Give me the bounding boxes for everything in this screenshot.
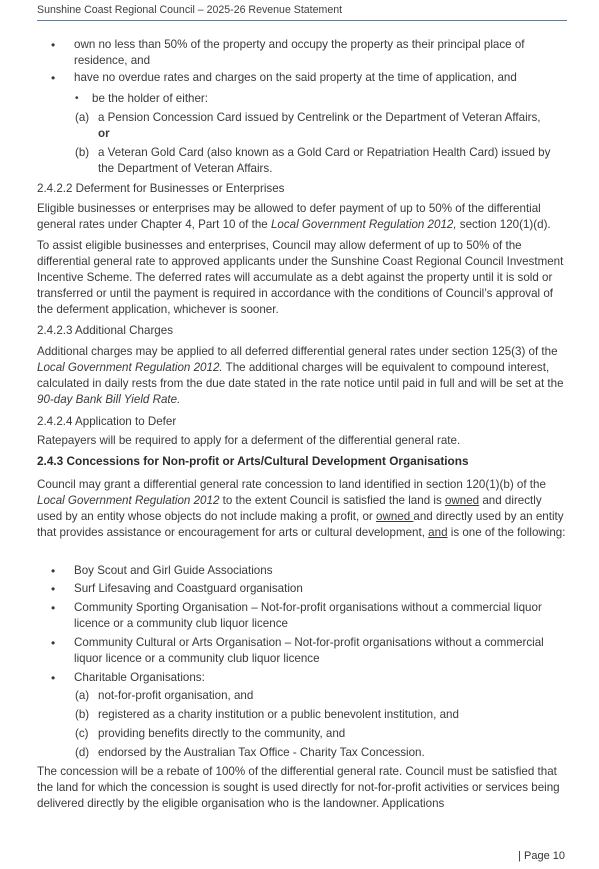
- list-item: • Community Cultural or Arts Organisation – Not-for-profit organisations without a commercial liquor licence or a community club liquor licence: [51, 636, 544, 665]
- paragraph: Ratepayers will be required to apply for a deferment of the differential general rate.: [37, 434, 461, 447]
- paragraph: Eligible businesses or enterprises may be allowed to defer payment of up to 50% of the differential general rates under Chapter 4, Part 10 of the Local Government Regulation 2012, section 120(1)(d).: [37, 202, 551, 231]
- list-item: • be the holder of either:: [75, 92, 209, 105]
- paragraph: The concession will be a rebate of 100% of the differential general rate. Council must be satisfied that the land for which the concession is sought is used directly for not-for-profit activities or services being delivered directly by the eligible organisation who is the landowner. Applications: [37, 765, 560, 810]
- paragraph: Council may grant a differential general rate concession to land identified in section 120(1)(b) of the Local Government Regulation 2012 to the extent Council is satisfied the land is owned and directly used by an entity whose objects do not include making a profit, or owned and directly used by an entity that provides assistance or encouragement for arts or cultural development, and is one of the following:: [37, 478, 566, 539]
- list-item: • Boy Scout and Girl Guide Associations: [51, 564, 273, 578]
- page-content: [37, 37, 567, 818]
- list-item: (d) endorsed by the Australian Tax Office - Charity Tax Concession.: [75, 746, 425, 759]
- list-item: • own no less than 50% of the property and occupy the property as their principal place of residence, and: [51, 38, 525, 67]
- section-heading: 2.4.3 Concessions for Non-profit or Arts/Cultural Development Organisations: [37, 454, 469, 468]
- bullet-icon: •: [51, 38, 56, 52]
- bullet-icon: •: [51, 582, 56, 596]
- paragraph: To assist eligible businesses and enterprises, Council may allow deferment of up to 50% of the differential general rate to approved applicants under the Sunshine Coast Regional Council Investment Incentive Scheme. The deferred rates will accumulate as a debt against the property until it is sold or transferred or until the payment is required in accordance with the conditions of Council’s approval of the deferment application, whichever is sooner.: [37, 239, 564, 316]
- list-item: • Community Sporting Organisation – Not-for-profit organisations without a commercial liquor licence or a community club liquor licence: [51, 601, 542, 630]
- section-heading: 2.4.2.4 Application to Defer: [37, 415, 177, 428]
- list-item: (a) a Pension Concession Card issued by Centrelink or the Department of Veteran Affairs, or: [75, 111, 541, 140]
- list-item: (b) a Veteran Gold Card (also known as a Gold Card or Repatriation Health Card) issued by the Department of Veteran Affairs.: [75, 146, 551, 175]
- bullet-icon: •: [51, 564, 56, 578]
- list-item: • Surf Lifesaving and Coastguard organisation: [51, 582, 303, 596]
- list-item: • have no overdue rates and charges on the said property at the time of application, and: [51, 71, 517, 85]
- bullet-icon: •: [75, 93, 79, 104]
- bullet-icon: •: [51, 71, 56, 85]
- page-header: Sunshine Coast Regional Council – 2025-26 Revenue Statement: [37, 3, 567, 21]
- list-item: (c) providing benefits directly to the community, and: [75, 727, 346, 740]
- list-item: (a) not-for-profit organisation, and: [75, 689, 254, 702]
- page-number: | Page 10: [518, 850, 565, 862]
- paragraph: Additional charges may be applied to all deferred differential general rates under section 125(3) of the Local Government Regulation 2012. The additional charges will be equivalent to compound interest, calculated in daily rests from the due date stated in the rate notice until paid in full and will be set at the 90-day Bank Bill Yield Rate.: [37, 345, 564, 406]
- section-heading: 2.4.2.3 Additional Charges: [37, 324, 173, 337]
- bullet-icon: •: [51, 601, 56, 615]
- bullet-icon: •: [51, 636, 56, 650]
- bullet-icon: •: [51, 671, 56, 685]
- section-heading: 2.4.2.2 Deferment for Businesses or Enterprises: [37, 182, 285, 195]
- list-item: (b) registered as a charity institution or a public benevolent institution, and: [75, 708, 459, 721]
- list-item: • Charitable Organisations:: [51, 671, 205, 685]
